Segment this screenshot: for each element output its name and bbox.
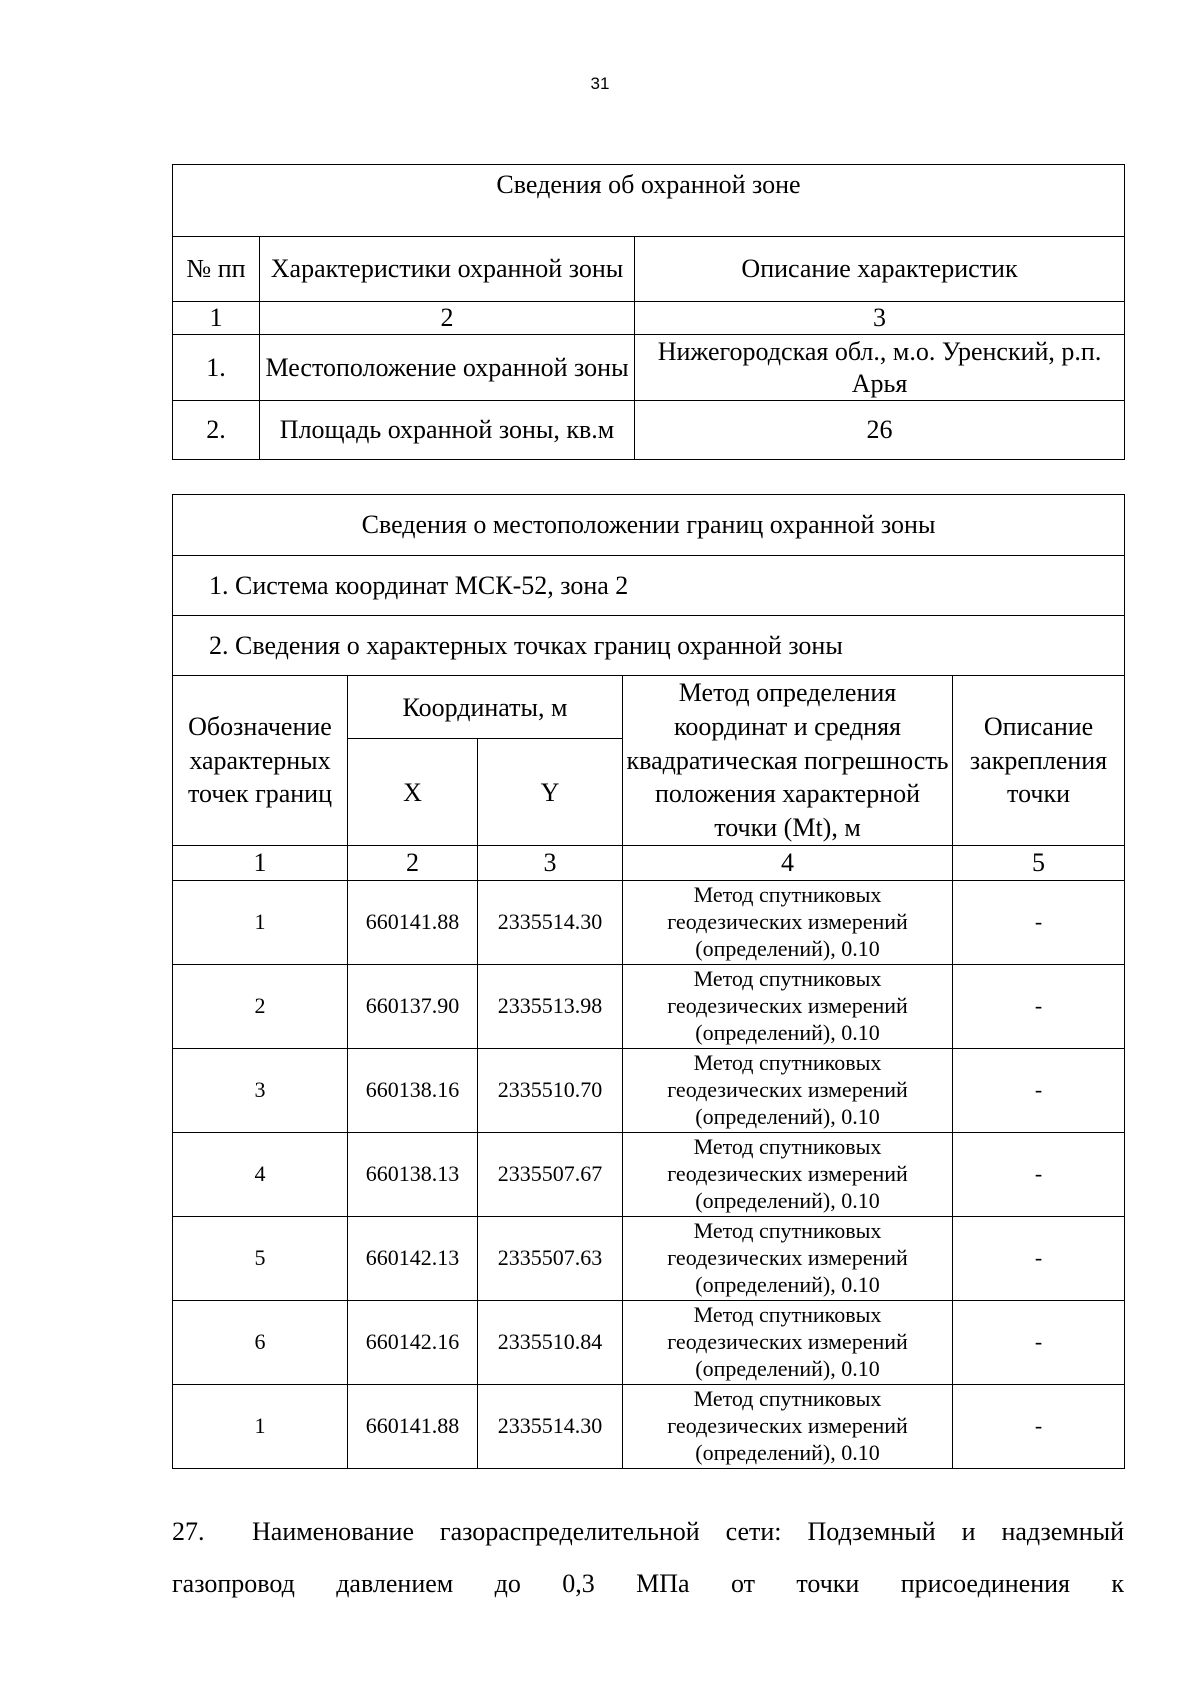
coord-y: 2335507.67 <box>478 1132 623 1216</box>
header-description: Описание характеристик <box>635 237 1125 302</box>
coord-y: 2335514.30 <box>478 880 623 964</box>
column-number: 5 <box>953 845 1125 880</box>
row-characteristic: Площадь охранной зоны, кв.м <box>260 401 635 460</box>
table-row <box>173 964 1125 1048</box>
coord-y: 2335510.70 <box>478 1048 623 1132</box>
page-number: 31 <box>590 74 610 93</box>
point-id: 1 <box>173 1384 348 1468</box>
header-coordinates: Координаты, м <box>348 676 623 739</box>
table-row <box>173 1132 1125 1216</box>
header-characteristic: Характеристики охранной зоны <box>260 237 635 302</box>
method: Метод спутниковых геодезических измерений (определений), 0.10 <box>623 1132 953 1216</box>
fixing: - <box>953 1048 1125 1132</box>
coord-x: 660138.13 <box>348 1132 478 1216</box>
paragraph-number: 27. <box>172 1517 205 1546</box>
zone-info-table <box>172 164 1125 460</box>
boundary-title: Сведения о местоположении границ охранной зоны <box>173 495 1125 556</box>
point-id: 6 <box>173 1300 348 1384</box>
method: Метод спутниковых геодезических измерений (определений), 0.10 <box>623 1384 953 1468</box>
row-number: 1. <box>173 335 260 401</box>
coordinate-system: 1. Система координат МСК-52, зона 2 <box>173 556 1125 616</box>
column-number: 4 <box>623 845 953 880</box>
fixing: - <box>953 964 1125 1048</box>
paragraph-line-2: газопровод давлением до 0,3 МПа от точки присоединения к <box>172 1569 1124 1598</box>
header-method: Метод определения координат и средняя квадратическая погрешность положения характерной точки (Mt), м <box>623 676 953 846</box>
method: Метод спутниковых геодезических измерений (определений), 0.10 <box>623 1216 953 1300</box>
table-row <box>173 1216 1125 1300</box>
column-number: 2 <box>348 845 478 880</box>
coord-x: 660138.16 <box>348 1048 478 1132</box>
table-row <box>173 880 1125 964</box>
paragraph-27 <box>172 1506 1124 1610</box>
point-id: 4 <box>173 1132 348 1216</box>
fixing: - <box>953 1384 1125 1468</box>
column-number: 3 <box>635 302 1125 335</box>
table-row <box>173 1384 1125 1468</box>
coord-x: 660141.88 <box>348 880 478 964</box>
fixing: - <box>953 1132 1125 1216</box>
table-row <box>173 1300 1125 1384</box>
column-number: 3 <box>478 845 623 880</box>
column-number: 2 <box>260 302 635 335</box>
coord-x: 660142.16 <box>348 1300 478 1384</box>
coord-y: 2335507.63 <box>478 1216 623 1300</box>
fixing: - <box>953 1300 1125 1384</box>
table-row <box>173 335 1125 401</box>
header-y: Y <box>478 739 623 846</box>
method: Метод спутниковых геодезических измерений (определений), 0.10 <box>623 1048 953 1132</box>
column-number: 1 <box>173 302 260 335</box>
header-fixing: Описание закрепления точки <box>953 676 1125 846</box>
header-x: X <box>348 739 478 846</box>
fixing: - <box>953 880 1125 964</box>
point-id: 3 <box>173 1048 348 1132</box>
row-description: 26 <box>635 401 1125 460</box>
points-title: 2. Сведения о характерных точках границ охранной зоны <box>173 616 1125 676</box>
boundary-table <box>172 494 1125 1469</box>
fixing: - <box>953 1216 1125 1300</box>
coord-y: 2335514.30 <box>478 1384 623 1468</box>
paragraph-text-1: Наименование газораспределительной сети: Подземный и надземный <box>252 1517 1124 1546</box>
method: Метод спутниковых геодезических измерений (определений), 0.10 <box>623 964 953 1048</box>
row-number: 2. <box>173 401 260 460</box>
point-id: 1 <box>173 880 348 964</box>
coord-x: 660137.90 <box>348 964 478 1048</box>
coord-y: 2335510.84 <box>478 1300 623 1384</box>
method: Метод спутниковых геодезических измерений (определений), 0.10 <box>623 1300 953 1384</box>
paragraph-line-1 <box>172 1506 1124 1558</box>
coord-x: 660141.88 <box>348 1384 478 1468</box>
point-id: 5 <box>173 1216 348 1300</box>
method: Метод спутниковых геодезических измерений (определений), 0.10 <box>623 880 953 964</box>
column-number: 1 <box>173 845 348 880</box>
coord-y: 2335513.98 <box>478 964 623 1048</box>
table-row <box>173 401 1125 460</box>
row-description: Нижегородская обл., м.о. Уренский, р.п. Арья <box>635 335 1125 401</box>
header-point: Обозначение характерных точек границ <box>173 676 348 846</box>
table-row <box>173 1048 1125 1132</box>
header-number: № пп <box>173 237 260 302</box>
point-id: 2 <box>173 964 348 1048</box>
row-characteristic: Местоположение охранной зоны <box>260 335 635 401</box>
coord-x: 660142.13 <box>348 1216 478 1300</box>
zone-info-title: Сведения об охранной зоне <box>173 165 1125 237</box>
